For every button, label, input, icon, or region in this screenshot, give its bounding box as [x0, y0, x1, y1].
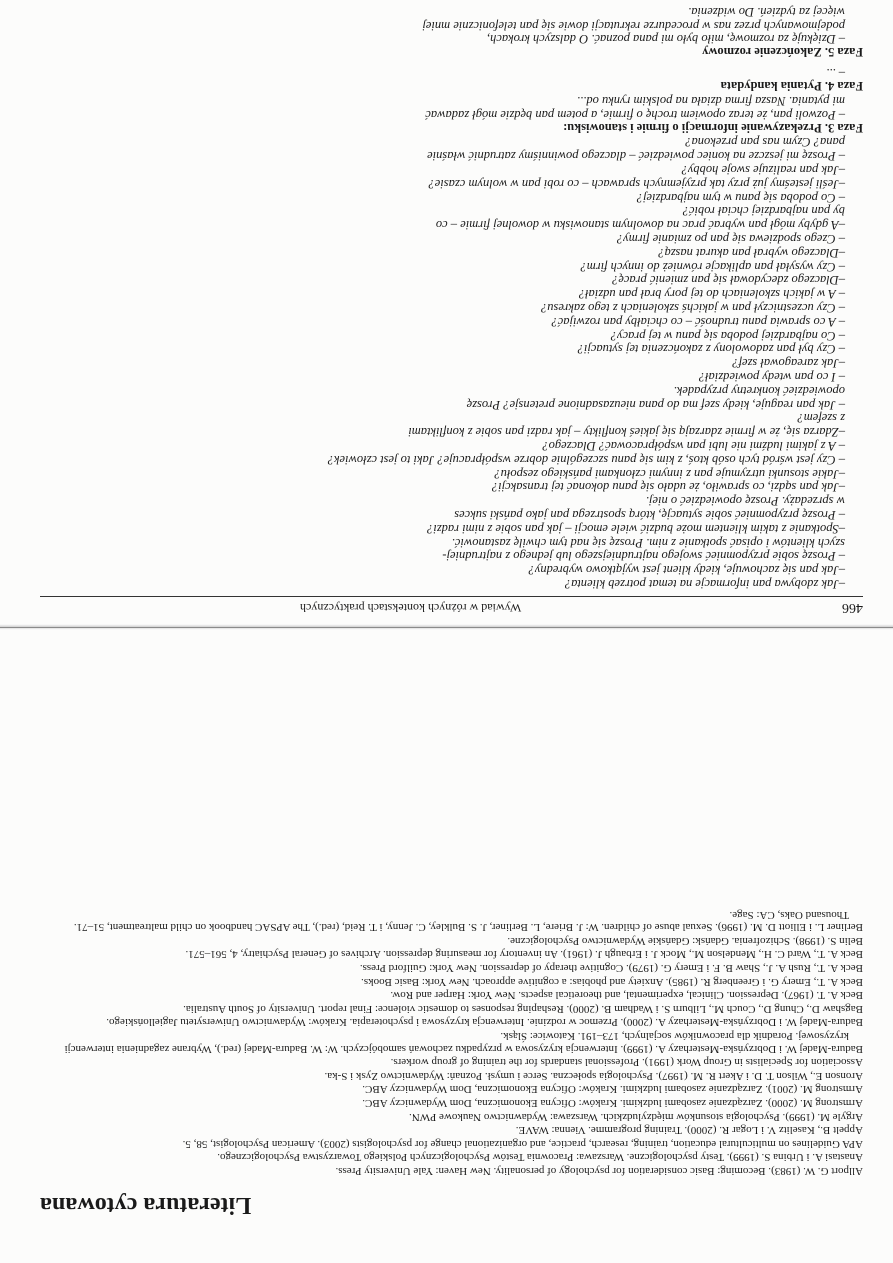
reference-entry: Armstrong M. (2001). Zarządzanie zasobami ludzkimi. Kraków: Oficyna Ekonomiczna, Dom Wydawniczy ABC. [362, 1083, 863, 1096]
phase-5-body [40, 4, 863, 45]
text-line: –Dlaczego wybrał pan akurat naszą? [658, 245, 845, 260]
reference-list [40, 908, 863, 1177]
phase-3-body [40, 93, 863, 121]
text-line: –Jak pan się zachowuje, kiedy klient jest wyjątkowo wybredny? [528, 563, 845, 578]
phase-4-heading: Faza 4. Pytania kandydata [720, 79, 863, 94]
reference-entry: Berliner L. i Elliott D. M. (1996). Sexual abuse of children. W: J. Briere, L. Berliner, J. S. Bulkley, C. Jenny, i T. Reid, (red.), The APSAC handbook on child maltreatment, 51–71. Thousand Oaks, CA: Sage. [73, 908, 863, 934]
text-line: opowiedzieć konkretny przypadek. [673, 383, 845, 398]
text-line: –Spotkanie z takim klientem może budzić wiele emocji – jak pan sobie z nimi radzi? [427, 521, 845, 536]
text-line: – Proszę sobie przypomnieć swojego najtrudniejszego lub jednego z najtrudniej- [442, 549, 845, 564]
text-line: –Jak pan realizuje swoje hobby? [681, 163, 845, 178]
text-line: – A z jakimi ludźmi nie lubi pan współpracować? Dlaczego? [542, 439, 845, 454]
reference-entry: Anastasi A. i Urbina S. (1999). Testy psychologiczne. Warszawa: Pracownia Testów Psychologicznych Polskiego Towarzystwa Psychologicznego. [217, 1151, 863, 1164]
text-line: – Czy wysyłał pan aplikacje również do innych firm? [580, 259, 845, 274]
text-line: –Jeśli jesteśmy już przy tak przyjemnych sprawach – co robi pan w wolnym czasie? [428, 176, 845, 191]
text-line: – Co najbardziej podoba się panu w tej pracy? [610, 328, 845, 343]
reference-entry: Beck A. T., Ward C. H., Mendelson M., Mock J. i Erbaugh J. (1961). An inventory for measuring depression. Archives of General Psychiatry, 4, 561–571. [185, 948, 863, 961]
references-rotated-content [40, 640, 863, 1230]
text-line: –Jak pan sądzi, co sprawiło, że udało się panu dokonać tej transakcji? [491, 480, 845, 495]
phase-4-body [40, 65, 863, 79]
page-number: 466 [842, 600, 863, 615]
reference-entry: Badura-Madej W. i Dobrzyńska-Mesterhazy A. (2000). Przemoc w rodzinie. Interwencja kryzysowa i psychoterapia. Kraków: Wydawnictwo Uniwersytetu Jagiellońskiego. [106, 1016, 863, 1029]
references-panel [40, 640, 863, 1230]
reference-entry: Armstrong M. (2000). Zarządzanie zasobami ludzkimi. Kraków: Oficyna Ekonomiczna, Dom Wydawniczy ABC. [362, 1097, 863, 1110]
page-466-rotated-content [40, 4, 863, 615]
reference-entry: Appelt B., Kaselitz V. i Logar R. (2000). Training programme. Vienna: WAVE. [515, 1124, 863, 1137]
page-466-panel [40, 4, 863, 615]
text-line: by pan najbardziej chciał robić? [682, 204, 845, 219]
text-line: –Dlaczego zdecydował się pan zmienić pracę? [612, 273, 845, 288]
reference-entry: Beck A. T., Emery G. i Greenberg R. (1985). Anxiety and phobias: a cognitive approach. New York: Basic Books. [361, 975, 863, 988]
text-line: – Czy był pan zadowolony z zakończenia tej sytuacji? [577, 342, 845, 357]
text-line: mi pytania. Nasza firma działa na polskim rynku od... [576, 93, 845, 108]
text-line: –Jak zdobywa pan informacje na temat potrzeb klienta? [564, 577, 845, 591]
text-line: – Proszę mi jeszcze na koniec powiedzieć – dlaczego powinniśmy zatrudnić właśnie [427, 149, 845, 164]
text-line: – I co pan wtedy powiedział? [698, 370, 845, 385]
text-line: – Dziękuję za rozmowę, miło było mi pana poznać. O dalszych krokach, [486, 32, 845, 47]
text-line: podejmowanych przez nas w procedurze rekrutacji dowie się pan telefonicznie mniej [422, 18, 845, 33]
phase-5-heading: Faza 5. Zakończenie rozmowy [702, 45, 863, 60]
text-line: – Proszę przypomnieć sobie sytuację, którą spostrzega pan jako pański sukces [454, 508, 845, 523]
text-line: – A co sprawia panu trudność – co chciałby pan rozwijać? [551, 314, 845, 329]
text-line: – Czy uczestniczył pan w jakichś szkoleniach z tego zakresu? [540, 301, 845, 316]
text-line: szych klientów i opisać spotkanie z nim. Proszę się nad tym chwilę zastanowić. [451, 535, 845, 550]
reference-entry: Aronson E., Wilson T. D. i Akert R. M. (1997). Psychologia społeczna. Serce i umysł. Poznań: Wydawnictwo Zysk i S-ka. [324, 1069, 863, 1082]
text-line: –Jakie stosunki utrzymuje pan z innymi członkami pańskiego zespołu? [494, 466, 845, 481]
text-line: – ... [826, 66, 845, 81]
running-title: Wywiad w różnych kontekstach praktycznych [300, 601, 522, 615]
text-line: – Co podoba się panu w tym najbardziej? [636, 190, 845, 205]
text-line: – Czego spodziewa się pan po zmianie firmy? [616, 232, 845, 247]
reference-entry: Beck A. T. (1967). Depression. Clinical, experimental, and theoretical aspects. New York: Harper and Row. [390, 989, 863, 1002]
reference-entry: Beck A. T., Rush A. J., Shaw B. F. i Emery G. (1979). Cognitive therapy of depression. New York: Guilford Press. [359, 962, 863, 975]
text-line: – A w jakich szkoleniach do tej pory brał pan udział? [578, 287, 845, 302]
reference-entry: Association for Specialists in Group Work (1991). Professional standards for the training of group workers. [390, 1056, 863, 1069]
text-line: – Czy jest wśród tych osób ktoś, z kim się panu szczególnie dobrze współpracuje? Jaki to jest człowiek? [327, 452, 845, 467]
running-head [40, 596, 863, 615]
references-title: Literatura cytowana [40, 1192, 252, 1218]
reference-entry: Bagshaw D., Chung D., Couch M., Lilburn S. i Wadham B. (2000). Reshaping responses to domestic violence: Final report. University of South Australia. [183, 1002, 863, 1015]
page-fold-line [0, 627, 893, 628]
reference-entry: Allport G. W. (1983). Becoming: Basic consideration for psychology of personality. New Haven: Yale University Press. [335, 1165, 863, 1177]
text-line: – Pozwoli pan, że teraz opowiem trochę o firmie, a potem pan będzie mógł zadawać [425, 107, 845, 122]
text-line: w sprzedaży. Proszę opowiedzieć o niej. [645, 494, 845, 509]
text-line: z szefem? [797, 411, 845, 426]
interview-questions [40, 135, 863, 590]
text-line: pana? Czym nas pan przekona? [685, 135, 845, 150]
text-line: więcej za tydzień. Do widzenia. [688, 4, 845, 19]
text-line: – Jak pan reaguje, kiedy szef ma do pana nieuzasadnione pretensje? Proszę [466, 397, 845, 412]
reference-entry: APA Guidelines on multicultural education, training, research, practice, and organizational change for psychologists (2003). American Psychologist, 58, 5. [182, 1137, 863, 1150]
text-line: –Jak zareagował szef? [732, 356, 845, 371]
text-line: –Zdarza się, że w firmie zdarzają się jakieś konflikty – jak radzi pan sobie z konfliktami [408, 425, 845, 440]
reference-entry: Belin S. (1998). Schizofrenia. Gdańsk: Gdańskie Wydawnictwo Psychologiczne. [507, 934, 863, 947]
reference-entry: Badura-Madej W. i Dobrzyńska-Mesterhazy A. (1999). Interwencja kryzysowa w przypadku zachowań samobójczych. W: W. Badura-Madej (red.), Wybrane zagadnienia interwencji kryzysowej. Poradnik dla pracowników socjalnych, 173–191. Katowice: Śląsk. [64, 1030, 863, 1055]
text-line: –A gdyby mógł pan wybrać prac na dowolnym stanowisku w dowolnej firmie – co [435, 218, 845, 233]
reference-entry: Argyle M. (1999). Psychologia stosunków międzyludzkich. Warszawa: Wydawnictwo Naukowe PWN. [409, 1110, 863, 1123]
phase-3-heading: Faza 3. Przekazywanie informacji o firmie i stanowisku: [563, 120, 863, 135]
